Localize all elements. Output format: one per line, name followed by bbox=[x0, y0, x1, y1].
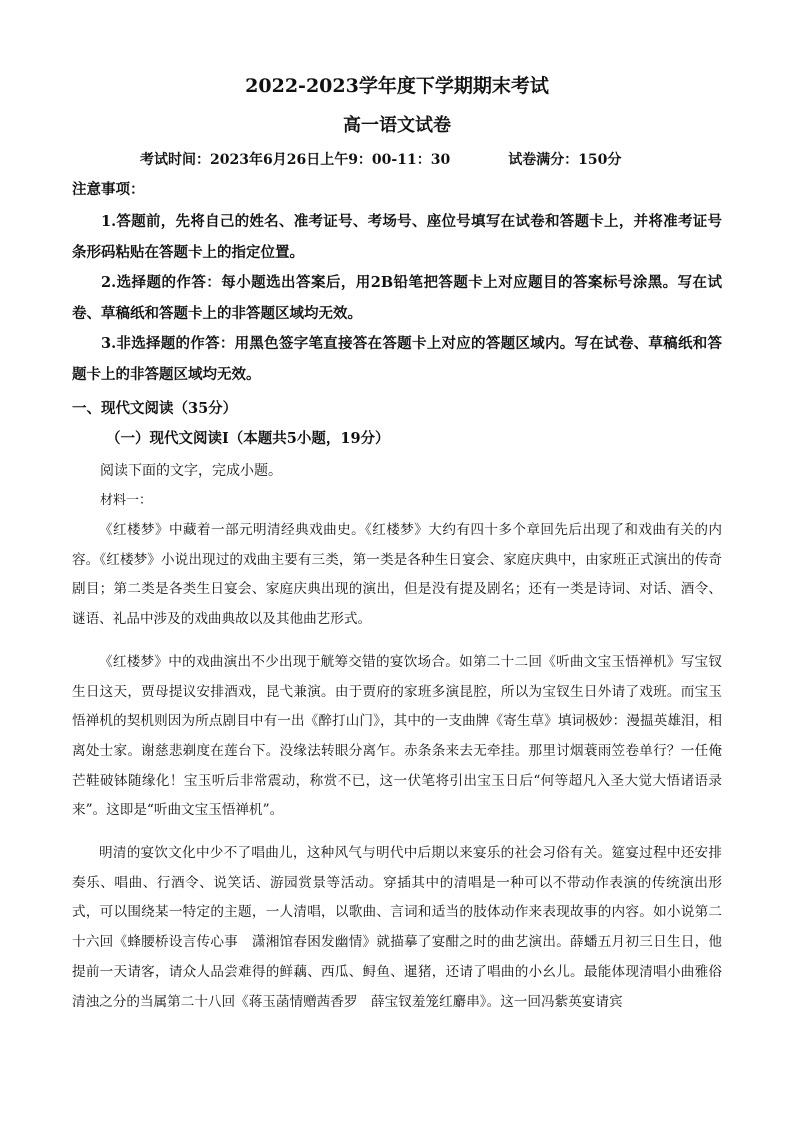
material-label: 材料一： bbox=[100, 493, 153, 508]
notice-item-1: 1.答题前，先将自己的姓名、准考证号、考场号、座位号填写在试卷和答题卡上，并将准考证号条形码粘贴在答题卡上的指定位置。 bbox=[72, 213, 722, 261]
full-score: 试卷满分：150分 bbox=[508, 152, 622, 168]
section-title: 一、现代文阅读（35分） bbox=[72, 400, 238, 417]
subsection-title: （一）现代文阅读Ⅰ（本题共5小题，19分） bbox=[106, 430, 390, 447]
exam-title: 2022-2023学年度下学期期末考试 bbox=[245, 75, 549, 97]
notice-list bbox=[72, 207, 722, 390]
passage-paragraph-2: 《红楼梦》中的戏曲演出不少出现于觥筹交错的宴饮场合。如第二十二回《听曲文宝玉悟禅机》写宝钗生日这天，贾母提议安排酒戏，昆弋兼演。由于贾府的家班多演昆腔，所以为宝钗生日外请了戏班。而宝玉悟禅机的契机则因为所点剧目中有一出《醉打山门》，其中的一支曲牌《寄生草》填词极妙：漫揾英雄泪，相离处士家。谢慈悲剃度在莲台下。没缘法转眼分离乍。赤条条来去无牵挂。那里讨烟蓑雨笠卷单行？一任俺芒鞋破钵随缘化！宝玉听后非常震动，称赏不已，这一伏笔将引出宝玉日后“何等超凡入圣大觉大悟诸语录来”。这即是“听曲文宝玉悟禅机”。 bbox=[72, 653, 722, 819]
paper-title: 高一语文试卷 bbox=[343, 115, 451, 136]
reading-instruction: 阅读下面的文字，完成小题。 bbox=[100, 463, 282, 479]
reading-passage bbox=[72, 516, 722, 1030]
notice-heading: 注意事项： bbox=[72, 181, 145, 198]
notice-item-3: 3.非选择题的作答：用黑色签字笔直接答在答题卡上对应的答题区域内。写在试卷、草稿纸和答题卡上的非答题区域均无效。 bbox=[72, 335, 722, 383]
exam-info-line bbox=[140, 150, 621, 170]
passage-paragraph-3: 明清的宴饮文化中少不了唱曲儿，这种风气与明代中后期以来宴乐的社会习俗有关。筵宴过程中还安排奏乐、唱曲、行酒令、说笑话、游园赏景等活动。穿插其中的清唱是一种可以不带动作表演的传统演出形式，可以围绕某一特定的主题，一人清唱，以歌曲、言词和适当的肢体动作来表现故事的内容。如小说第二十六回《蜂腰桥设言传心事 潇湘馆春困发幽情》就描摹了宴酣之时的曲艺演出。薛蟠五月初三日生日，他提前一天请客，请众人品尝难得的鲜藕、西瓜、鲟鱼、暹猪，还请了唱曲的小幺儿。最能体现清唱小曲雅俗清浊之分的当属第二十八回《蒋玉菡情赠茜香罗 薛宝钗羞笼红麝串》。这一回冯紫英宴请宾 bbox=[72, 845, 722, 1010]
notice-item-2: 2.选择题的作答：每小题选出答案后，用2B铅笔把答题卡上对应题目的答案标号涂黑。写在试卷、草稿纸和答题卡上的非答题区域均无效。 bbox=[72, 274, 722, 322]
passage-paragraph-1: 《红楼梦》中藏着一部元明清经典戏曲史。《红楼梦》大约有四十多个章回先后出现了和戏曲有关的内容。《红楼梦》小说出现过的戏曲主要有三类，第一类是各种生日宴会、家庭庆典中，由家班正式演出的传奇剧目；第二类是各类生日宴会、家庭庆典出现的演出，但是没有提及剧名；还有一类是诗词、对话、酒令、谜语、礼品中涉及的戏曲典故以及其他曲艺形式。 bbox=[72, 522, 722, 628]
exam-time: 考试时间：2023年6月26日上午9：00-11：30 bbox=[140, 152, 451, 168]
